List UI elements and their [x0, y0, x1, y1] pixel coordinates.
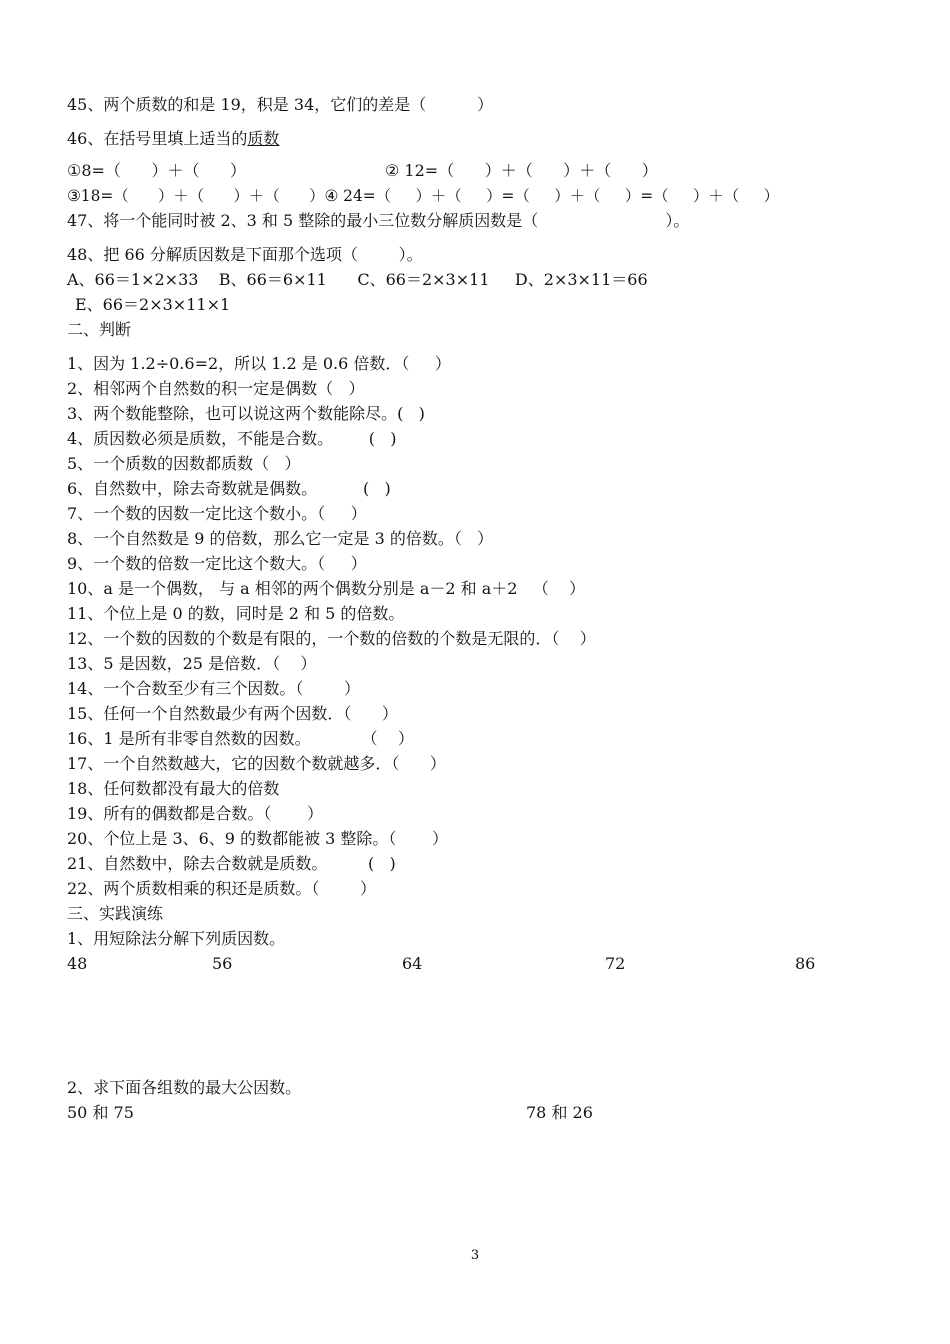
question-46-underlined-keyword: 质数 — [247, 129, 280, 148]
judgement-item: 3、两个数能整除，也可以说这两个数能除尽。( ) — [67, 404, 425, 423]
judgement-item: 21、自然数中，除去合数就是质数。 ( ) — [67, 854, 396, 873]
question-48-option-e: E、66＝2×3×11×1 — [75, 295, 231, 314]
question-46 — [67, 129, 279, 149]
judgement-item: 12、一个数的因数的个数是有限的，一个数的倍数的个数是无限的．（ ） — [67, 629, 596, 648]
judgement-item: 6、自然数中，除去奇数就是偶数。 ( ) — [67, 479, 391, 498]
question-46-line1-left: ①8=（ ）＋（ ） — [67, 161, 246, 180]
factor-number: 48 — [67, 954, 88, 973]
judgement-item: 15、任何一个自然数最少有两个因数．（ ） — [67, 704, 398, 723]
factor-number: 64 — [402, 954, 423, 973]
judgement-item: 10、a 是一个偶数， 与 a 相邻的两个偶数分别是 a－2 和 a＋2 （ ） — [67, 579, 586, 598]
judgement-item: 13、5 是因数，25 是倍数．（ ） — [67, 654, 317, 673]
judgement-item: 22、两个质数相乘的积还是质数。（ ） — [67, 879, 377, 898]
judgement-item: 7、一个数的因数一定比这个数小。（ ） — [67, 504, 367, 523]
gcd-group: 50 和 75 — [67, 1103, 134, 1122]
judgement-item: 14、一个合数至少有三个因数。（ ） — [67, 679, 361, 698]
question-45: 45、两个质数的和是 19，积是 34，它们的差是（ ） — [67, 95, 494, 114]
question-46-text: 46、在括号里填上适当的 — [67, 129, 248, 148]
judgement-item: 8、一个自然数是 9 的倍数，那么它一定是 3 的倍数。（ ） — [67, 529, 494, 548]
question-47: 47、将一个能同时被 2、3 和 5 整除的最小三位数分解质因数是（ ）。 — [67, 211, 690, 230]
judgement-item: 2、相邻两个自然数的积一定是偶数（ ） — [67, 379, 365, 398]
judgement-item: 17、一个自然数越大，它的因数个数就越多．（ ） — [67, 754, 446, 773]
question-48-options: A、66＝1×2×33 B、66＝6×11 C、66＝2×3×11 D、2×3×11＝66 — [67, 270, 648, 289]
question-46-line2: ③18=（ ）＋（ ）＋（ ）④ 24=（ ）＋（ ）=（ ）＋（ ）=（ ）＋（ ） — [67, 187, 780, 205]
judgement-item: 11、个位上是 0 的数，同时是 2 和 5 的倍数。 — [67, 604, 405, 623]
question-48: 48、把 66 分解质因数是下面那个选项（ ）。 — [67, 245, 423, 264]
judgement-item: 9、一个数的倍数一定比这个数大。（ ） — [67, 554, 367, 573]
practice-task-1: 1、用短除法分解下列质因数。 — [67, 929, 286, 948]
section-heading-judgement: 二、判断 — [67, 320, 132, 339]
practice-task-2: 2、求下面各组数的最大公因数。 — [67, 1078, 302, 1097]
gcd-group: 78 和 26 — [526, 1103, 593, 1122]
judgement-item: 4、质因数必须是质数，不能是合数。 ( ) — [67, 429, 397, 448]
factor-number: 56 — [212, 954, 233, 973]
judgement-item: 19、所有的偶数都是合数。（ ） — [67, 804, 323, 823]
question-46-line1-right: ② 12=（ ）＋（ ）＋（ ） — [385, 161, 658, 180]
factor-number: 72 — [605, 954, 626, 973]
judgement-item: 5、一个质数的因数都质数（ ） — [67, 454, 301, 473]
judgement-item: 1、因为 1.2÷0.6=2，所以 1.2 是 0.6 倍数．（ ） — [67, 354, 451, 373]
factor-number: 86 — [795, 954, 816, 973]
section-heading-practice: 三、实践演练 — [67, 904, 164, 923]
judgement-item: 16、1 是所有非零自然数的因数。 （ ） — [67, 729, 414, 748]
judgement-item: 20、个位上是 3、6、9 的数都能被 3 整除。（ ） — [67, 829, 449, 848]
page-number: 3 — [470, 1248, 480, 1263]
judgement-item: 18、任何数都没有最大的倍数 — [67, 779, 280, 798]
